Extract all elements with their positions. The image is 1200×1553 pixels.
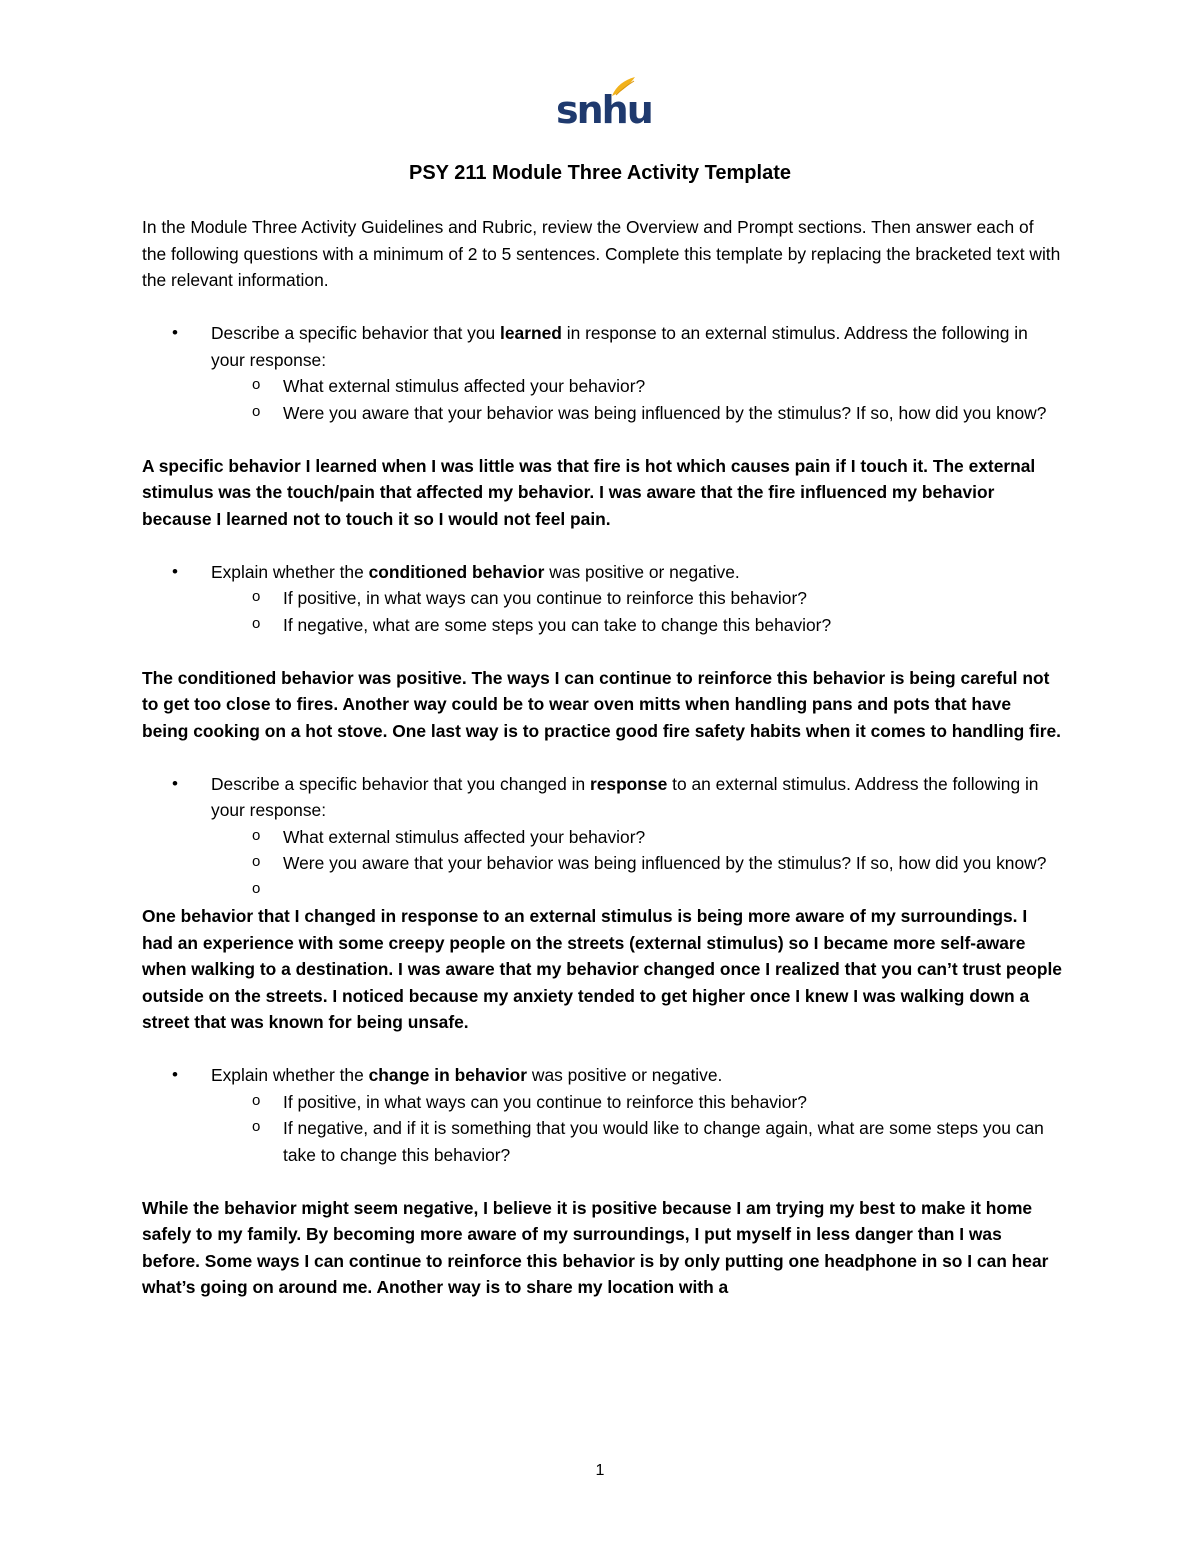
sub-question: o What external stimulus affected your behavior?: [211, 824, 1062, 851]
snhu-logo: [556, 76, 652, 132]
answer-paragraph: The conditioned behavior was positive. The ways I can continue to reinforce this behavior is being careful not to get too close to fires. Another way could be to wear oven mitts when handling pans and pots that have being cooking on a hot stove. One last way is to practice good fire safety habits when it comes to handling fire.: [142, 667, 1061, 741]
sub-question: o If positive, in what ways can you continue to reinforce this behavior?: [211, 585, 1062, 612]
logo-text: snhu: [556, 88, 652, 132]
question-item: • Explain whether the change in behavior was positive or negative. o If positive, in what ways can you continue to reinforce this behavior? o If negative, and if it is something that you would like to change again, what are some steps you can take to change this behavior?: [142, 1062, 1062, 1168]
sub-question: o If negative, what are some steps you can take to change this behavior?: [211, 612, 1062, 639]
answer-paragraph: One behavior that I changed in response to an external stimulus is being more aware of my surroundings. I had an experience with some creepy people on the streets (external stimulus) so I became more self-aware when walking to a destination. I was aware that my behavior changed once I realized that you can’t trust people outside on the streets. I noticed because my anxiety tended to get higher once I knew I was walking down a street that was known for being unsafe.: [142, 906, 1062, 1032]
intro-paragraph: In the Module Three Activity Guidelines and Rubric, review the Overview and Prompt sections. Then answer each of the following questions with a minimum of 2 to 5 sentences. Complete this template by replacing the bracketed text with the relevant information.: [142, 217, 1061, 290]
sub-question: o Were you aware that your behavior was being influenced by the stimulus? If so, how did you know?: [211, 400, 1062, 427]
question-item: • Describe a specific behavior that you changed in response to an external stimulus. Address the following in your response: o What external stimulus affected your behavior? o Were you aware that your behavior was being influenced by the stimulus? If so, how did you know? o: [142, 771, 1062, 904]
question-item: • Explain whether the conditioned behavior was positive or negative. o If positive, in what ways can you continue to reinforce this behavior? o If negative, what are some steps you can take to change this behavior?: [142, 559, 1062, 639]
sub-question: o If positive, in what ways can you continue to reinforce this behavior?: [211, 1089, 1062, 1116]
question-item: • Describe a specific behavior that you learned in response to an external stimulus. Address the following in your response: o What external stimulus affected your behavior? o Were you aware that your behavior was being influenced by the stimulus? If so, how did you know?: [142, 320, 1062, 426]
page-number: 1: [595, 1462, 605, 1479]
document-title: PSY 211 Module Three Activity Template: [409, 162, 791, 184]
sub-question: o If negative, and if it is something that you would like to change again, what are some steps you can take to change this behavior?: [211, 1115, 1062, 1168]
sub-question: o What external stimulus affected your behavior?: [211, 373, 1062, 400]
sub-question-list: [211, 585, 1062, 638]
question-list: [142, 1062, 1062, 1168]
document-body: [142, 214, 1062, 1301]
answer-paragraph: While the behavior might seem negative, I believe it is positive because I am trying my best to make it home safely to my family. By becoming more aware of my surroundings, I put myself in less danger than I was before. Some ways I can continue to reinforce this behavior is by only putting one headphone in so I can hear what’s going on around me. Another way is to share my location with a: [142, 1197, 1049, 1297]
sub-question-list: [211, 824, 1062, 904]
question-list: [142, 559, 1062, 639]
sub-question-list: [211, 373, 1062, 426]
question-list: [142, 771, 1062, 904]
sub-question: o Were you aware that your behavior was being influenced by the stimulus? If so, how did you know?: [211, 850, 1062, 877]
sub-question-list: [211, 1089, 1062, 1169]
answer-paragraph: A specific behavior I learned when I was little was that fire is hot which causes pain if I touch it. The external stimulus was the touch/pain that affected my behavior. I was aware that the fire influenced my behavior because I learned not to touch it so I would not feel pain.: [142, 455, 1036, 529]
question-list: [142, 320, 1062, 426]
sub-question-empty: [211, 877, 1062, 904]
